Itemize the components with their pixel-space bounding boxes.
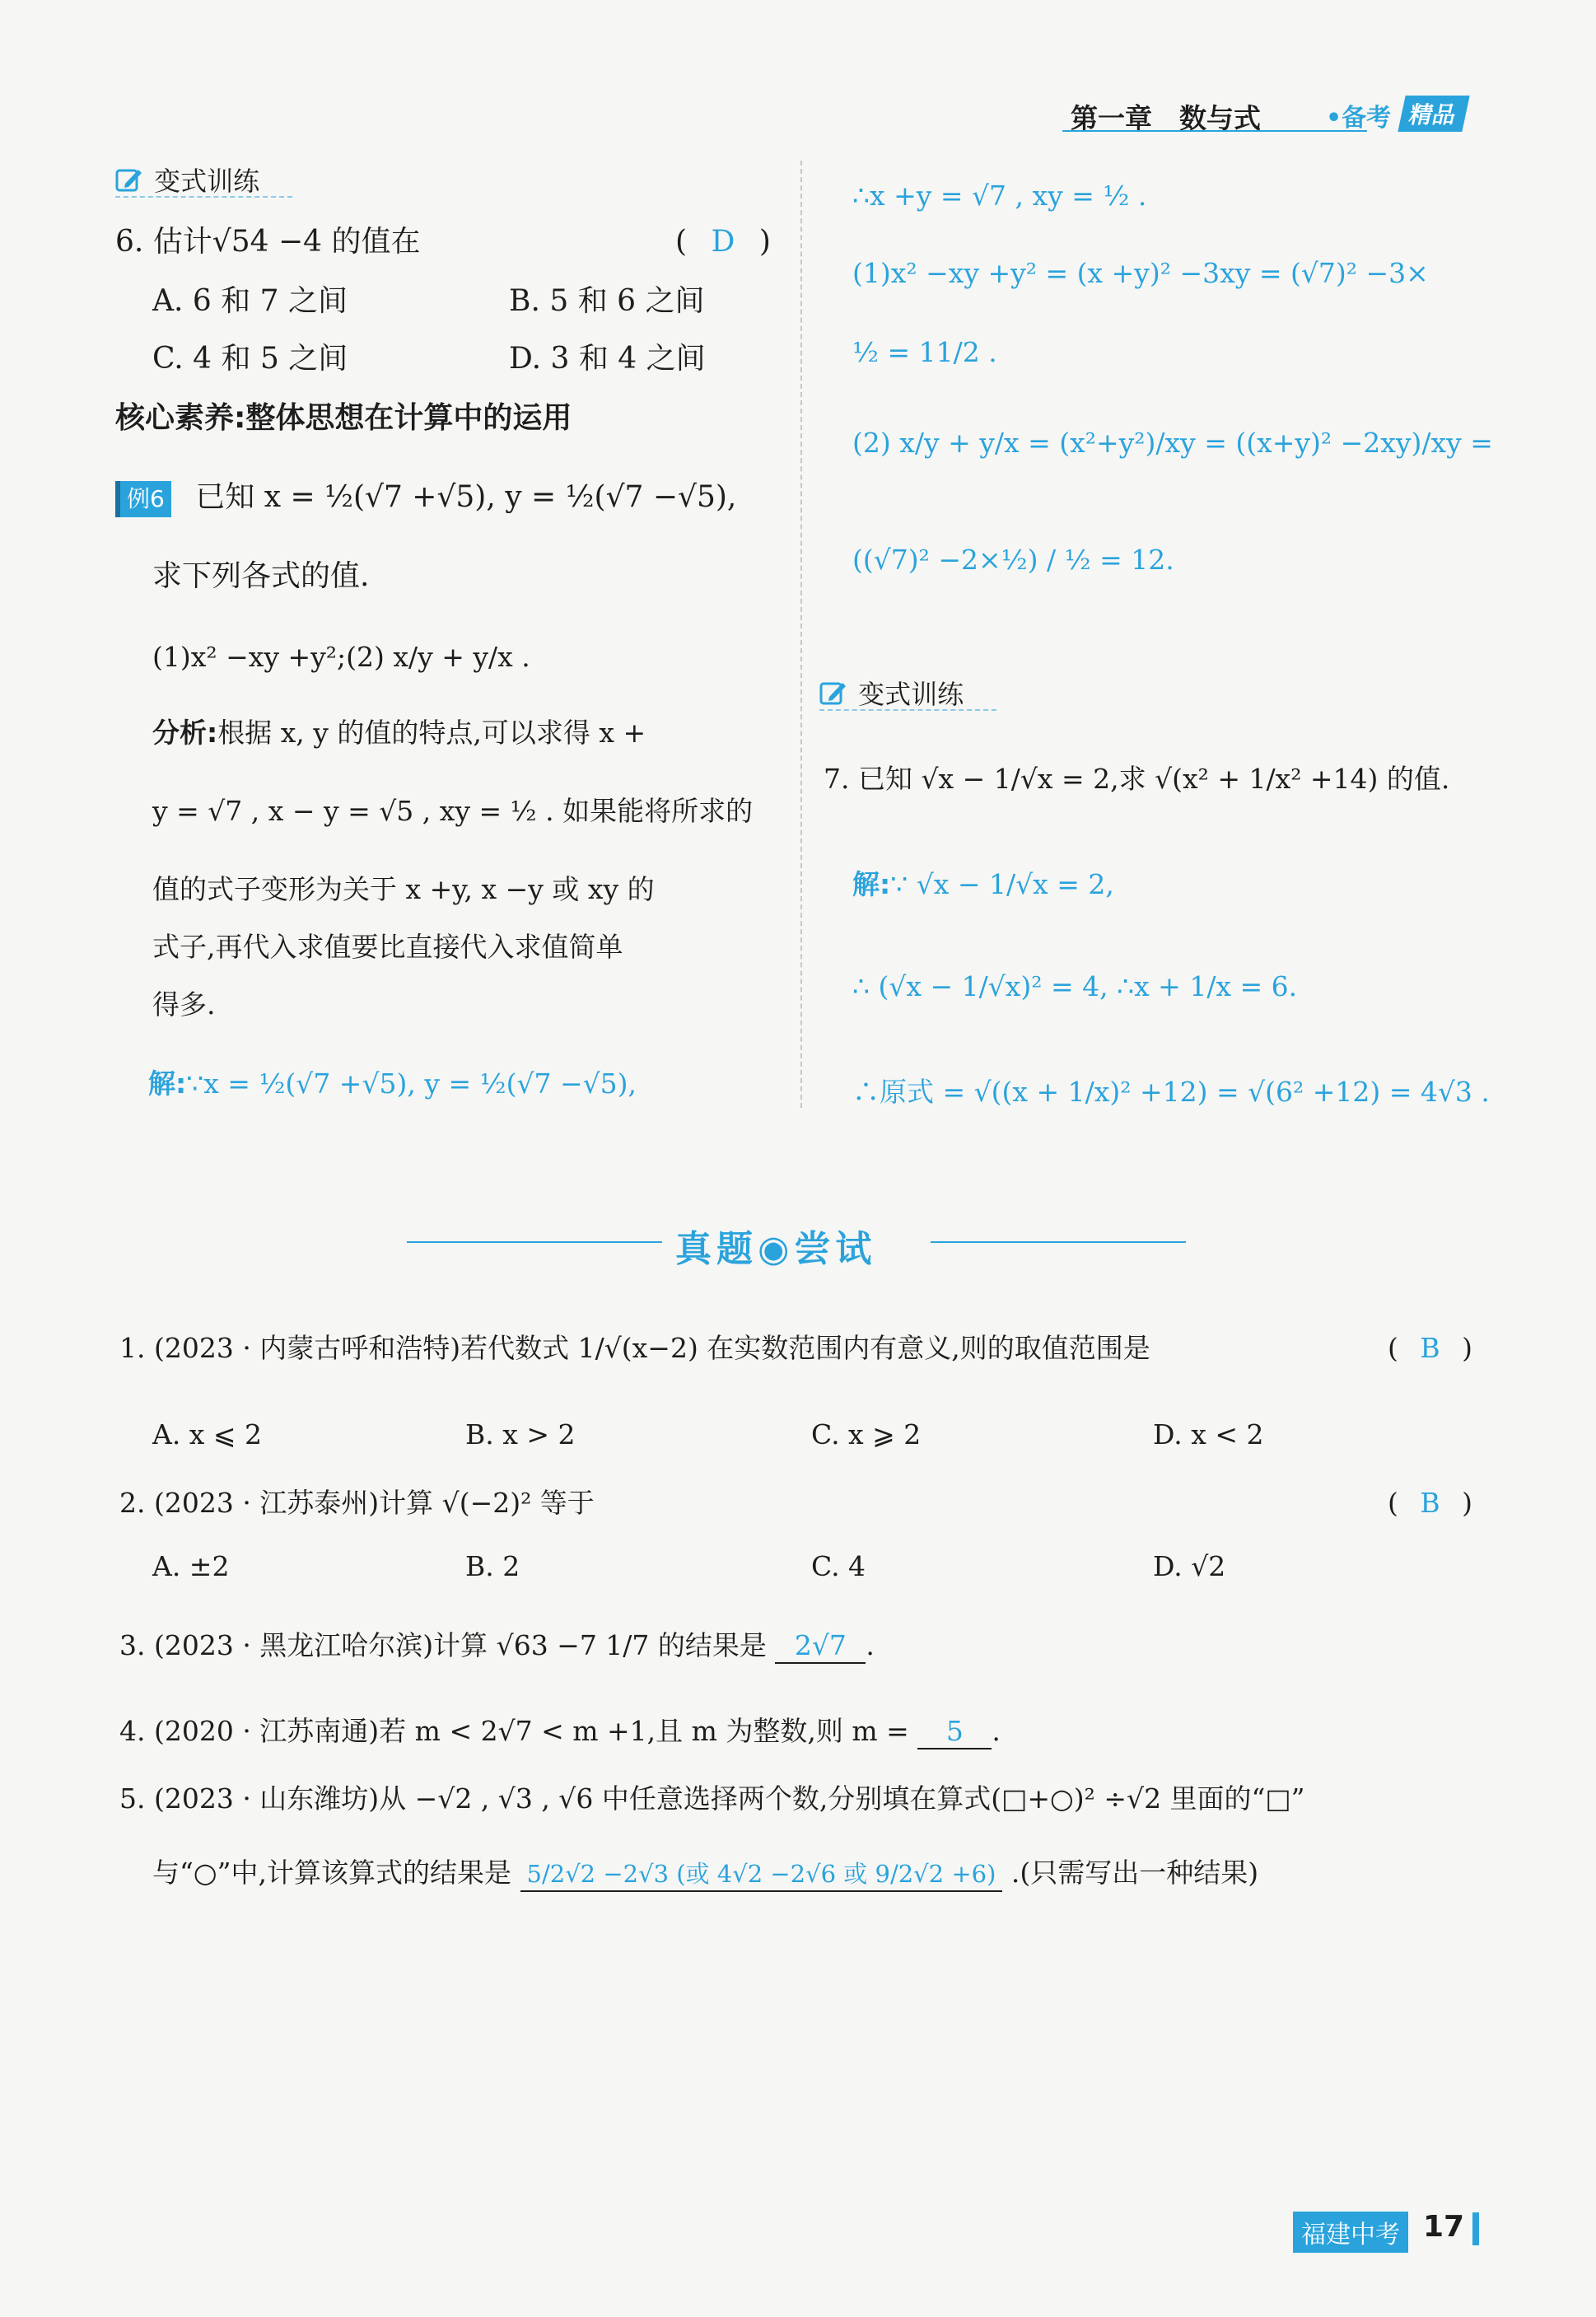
chapter-title: 第一章 数与式 <box>1071 102 1261 134</box>
banner-rule-left <box>407 1241 662 1243</box>
analysis-line2: y = √7 , x − y = √5 , xy = ½ . 如果能将所求的 <box>152 795 754 827</box>
question-1-answer-bracket: ( B ) <box>1388 1332 1473 1364</box>
core-literacy-title: 核心素养:整体思想在计算中的运用 <box>115 401 572 435</box>
right-line1: ∴x +y = √7 , xy = ½ . <box>852 180 1147 212</box>
question-2-answer: B <box>1420 1487 1440 1519</box>
analysis-label: 分析: <box>152 717 218 749</box>
page-number: 17 <box>1423 2210 1465 2244</box>
example6-line1 <box>115 479 736 517</box>
q7-solution-text1: ∵ √x − 1/√x = 2, <box>890 868 1114 900</box>
question-3-line: 3. (2023 · 黑龙江哈尔滨)计算 √63 −7 1/7 的结果是 2√7 . <box>119 1629 875 1664</box>
footer-accent-bar <box>1472 2212 1479 2245</box>
question-2-answer-bracket: ( B ) <box>1388 1487 1473 1519</box>
question-1-stem: 1. (2023 · 内蒙古呼和浩特)若代数式 1/√(x−2) 在实数范围内有意义,则的取值范围是 <box>119 1332 1150 1364</box>
q7-solution-line2: ∴ (√x − 1/√x)² = 4, ∴x + 1/x = 6. <box>852 970 1298 1002</box>
q6-option-c: C. 4 和 5 之间 <box>152 342 348 376</box>
footer-label: 福建中考 <box>1293 2212 1408 2253</box>
question-5-line2 <box>152 1857 1258 1892</box>
q7-solution-line1 <box>852 868 1114 901</box>
question-4-stem: 4. (2020 · 江苏南通)若 m < 2√7 < m +1,且 m 为整数,则 m = <box>119 1715 909 1747</box>
q6-option-d: D. 3 和 4 之间 <box>509 342 706 376</box>
banner-title: 真题◉尝试 <box>675 1228 877 1270</box>
question-1-option-c: C. x ⩾ 2 <box>811 1418 922 1450</box>
q6-option-a: A. 6 和 7 之间 <box>152 284 348 318</box>
right-line4: (2) x/y + y/x = (x²+y²)/xy = ((x+y)² −2xy)/xy = <box>852 427 1493 459</box>
edit-icon <box>819 679 847 707</box>
section-label-2: 变式训练 <box>858 679 964 710</box>
banner-rule-right <box>931 1241 1186 1243</box>
question-4-line: 4. (2020 · 江苏南通)若 m < 2√7 < m +1,且 m 为整数,则 m = 5 . <box>119 1715 1001 1749</box>
edit-icon <box>115 166 143 194</box>
header-rule <box>1062 130 1367 132</box>
right-line5: ((√7)² −2×½) / ½ = 12. <box>852 544 1174 576</box>
q6-stem: 6. 估计√54 −4 的值在 <box>115 225 421 259</box>
solution-line1 <box>148 1067 637 1100</box>
q6-answer: D <box>711 225 735 259</box>
question-5-stem2: 与“○”中,计算该算式的结果是 <box>152 1857 512 1889</box>
section-underline-2 <box>819 709 996 711</box>
brand-label: •备考 <box>1326 104 1392 133</box>
solution-label: 解: <box>148 1067 187 1100</box>
q7-stem: 7. 已知 √x − 1/√x = 2,求 √(x² + 1/x² +14) 的值. <box>824 763 1450 795</box>
section-heading-2 <box>819 674 964 712</box>
analysis-text1: 根据 x, y 的值的特点,可以求得 x + <box>217 717 646 749</box>
question-1-option-b: B. x > 2 <box>465 1418 576 1450</box>
question-2-option-b: B. 2 <box>465 1550 520 1582</box>
column-divider <box>800 161 802 1108</box>
analysis-line1 <box>152 717 646 750</box>
section-heading <box>115 161 259 199</box>
question-1-option-d: D. x < 2 <box>1153 1418 1264 1450</box>
question-2-stem: 2. (2023 · 江苏泰州)计算 √(−2)² 等于 <box>119 1487 595 1519</box>
question-3-stem: 3. (2023 · 黑龙江哈尔滨)计算 √63 −7 1/7 的结果是 <box>119 1629 767 1661</box>
question-1-option-a: A. x ⩽ 2 <box>152 1418 263 1450</box>
example-tag: 例6 <box>115 481 171 517</box>
analysis-line3: 值的式子变形为关于 x +y, x −y 或 xy 的 <box>152 873 655 905</box>
q6-answer-bracket: ( D ) <box>675 225 771 259</box>
question-1-answer: B <box>1420 1332 1440 1364</box>
section-underline <box>115 196 292 198</box>
question-2-option-a: A. ±2 <box>152 1550 230 1582</box>
q7-solution-line3: ∴原式 = √((x + 1/x)² +12) = √(6² +12) = 4√3 . <box>852 1076 1490 1108</box>
q7-solution-label: 解: <box>852 868 891 900</box>
question-5-tail: .(只需写出一种结果) <box>1010 1857 1259 1889</box>
analysis-line5: 得多. <box>152 988 216 1021</box>
question-5-answer: 5/2√2 −2√3 (或 4√2 −2√6 或 9/2√2 +6) <box>520 1857 1003 1892</box>
analysis-line4: 式子,再代入求值要比直接代入求值简单 <box>152 931 623 963</box>
right-line2: (1)x² −xy +y² = (x +y)² −3xy = (√7)² −3× <box>852 257 1429 289</box>
question-5-stem: 5. (2023 · 山东潍坊)从 −√2 , √3 , √6 中任意选择两个数,分别填在算式(□+○)² ÷√2 里面的“□” <box>119 1782 1305 1815</box>
solution-text1: ∵x = ½(√7 +√5), y = ½(√7 −√5), <box>186 1067 637 1100</box>
example6-line3: (1)x² −xy +y²;(2) x/y + y/x . <box>152 641 530 673</box>
question-3-answer: 2√7 <box>775 1629 866 1664</box>
right-line3: ½ = 11/2 . <box>852 336 997 368</box>
example6-given: 已知 x = ½(√7 +√5), y = ½(√7 −√5), <box>195 480 737 514</box>
question-4-answer: 5 <box>917 1715 992 1749</box>
section-label: 变式训练 <box>154 166 260 197</box>
q6-option-b: B. 5 和 6 之间 <box>509 284 705 318</box>
brand-badge: 精品 <box>1398 96 1469 132</box>
question-2-option-d: D. √2 <box>1153 1550 1226 1582</box>
example6-line2: 求下列各式的值. <box>152 559 370 593</box>
question-2-option-c: C. 4 <box>811 1550 866 1582</box>
